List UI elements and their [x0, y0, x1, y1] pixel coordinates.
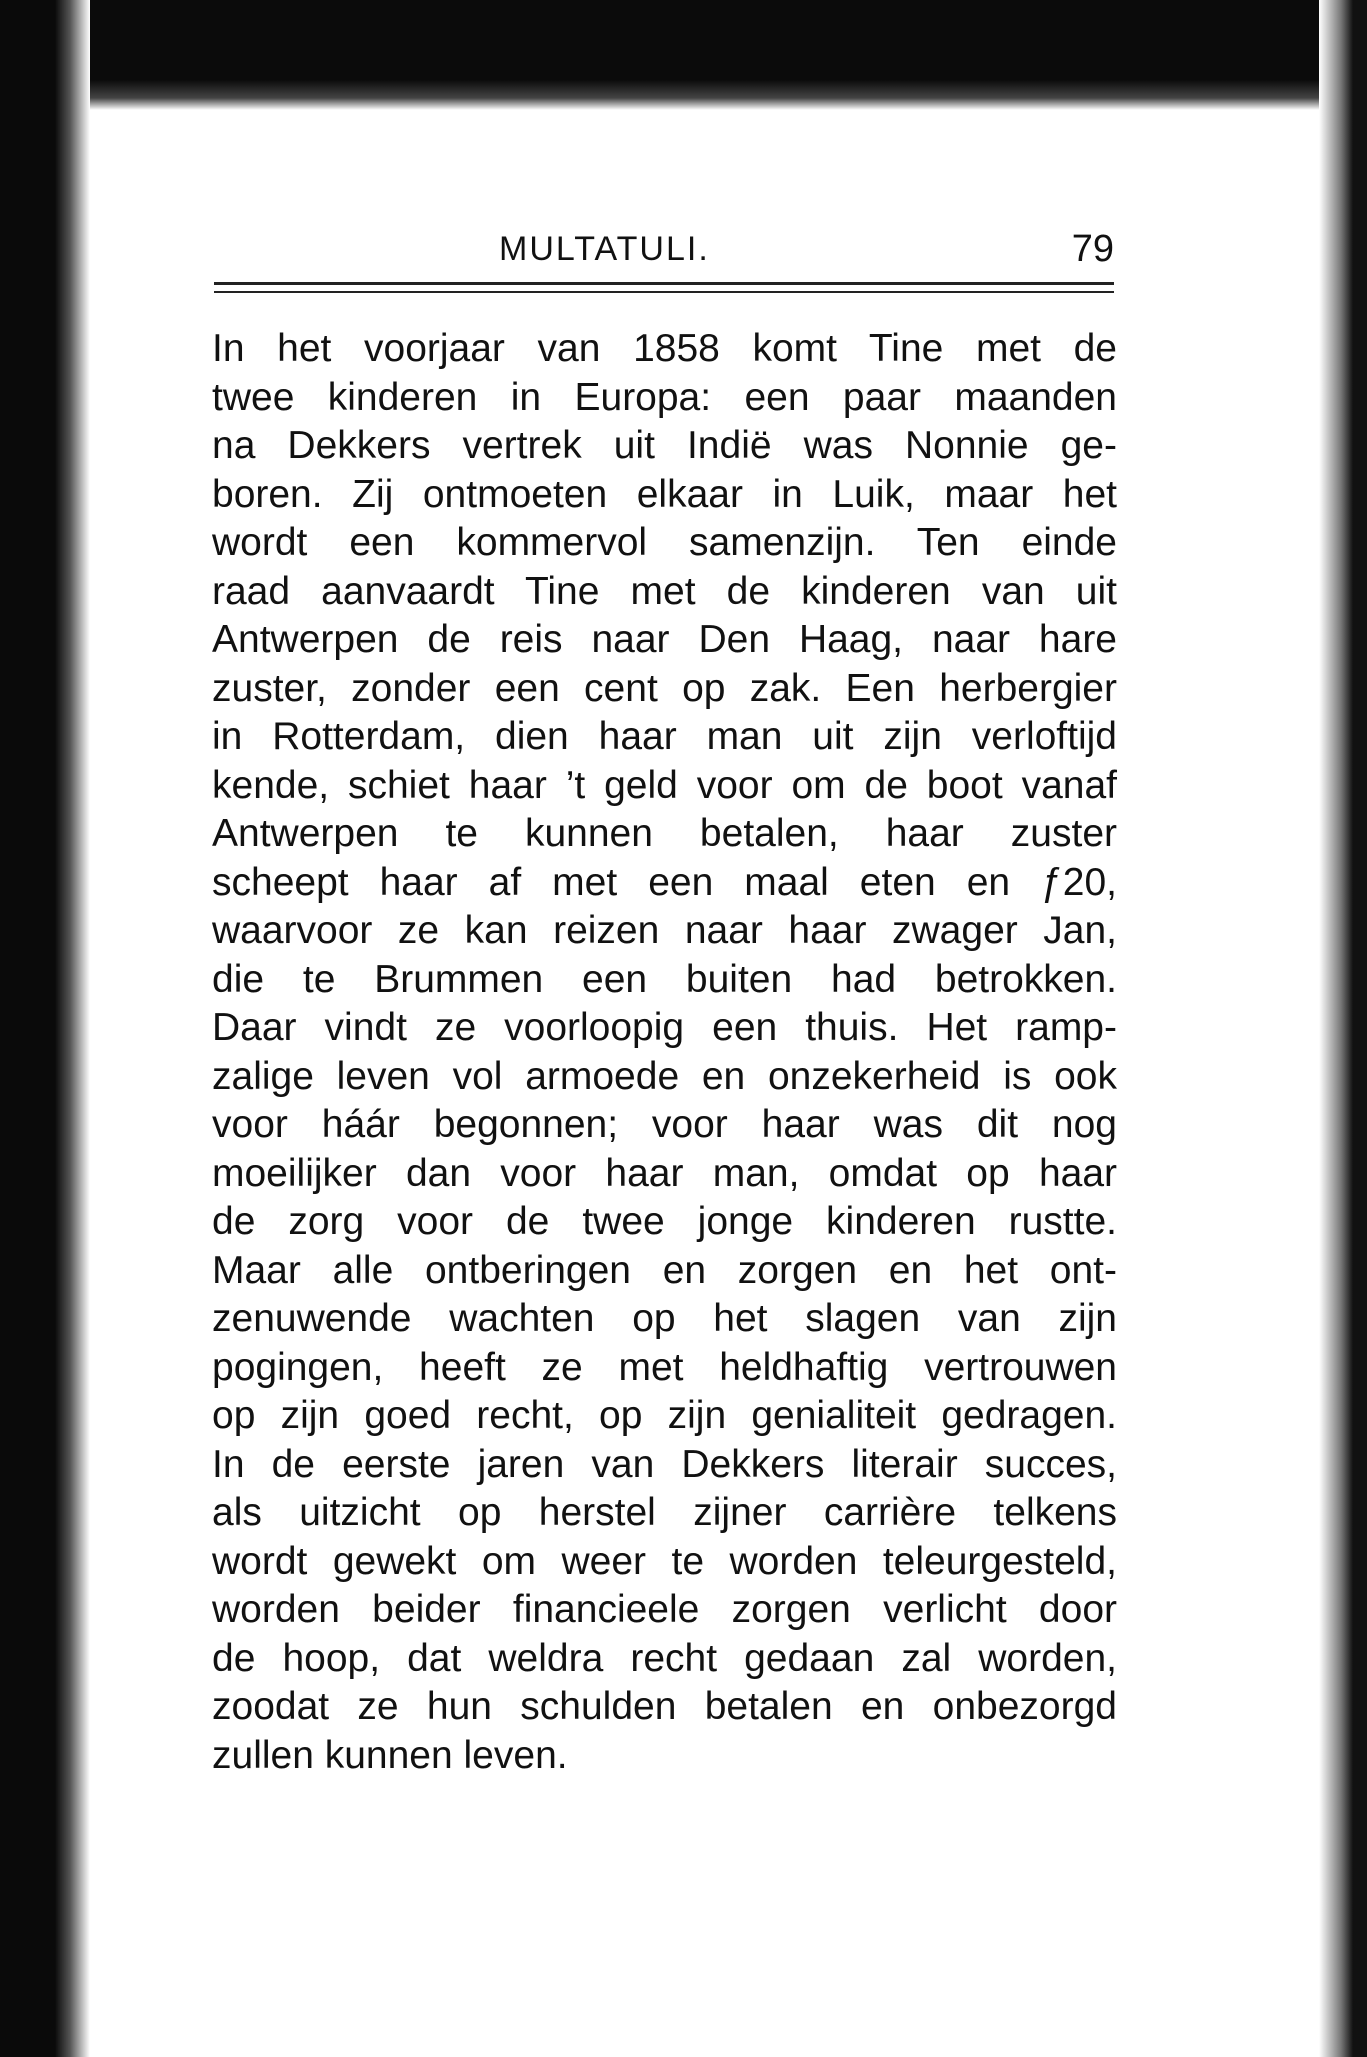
text-line: waarvoor ze kan reizen naar haar zwager Jan, [212, 909, 1117, 952]
page-header [214, 228, 1114, 278]
text-line: Maar alle ontberingen en zorgen en het ont- [212, 1248, 1117, 1292]
text-line: die te Brummen een buiten had betrokken. [212, 957, 1117, 1001]
text-line: In de eerste jaren van Dekkers literair succes, [212, 1442, 1117, 1486]
text-line: zoodat ze hun schulden betalen en onbezorgd [212, 1685, 1117, 1728]
body-paragraph [212, 325, 1117, 1780]
text-line: moeilijker dan voor haar man, omdat op haar [212, 1151, 1117, 1195]
scan-border-right [1319, 0, 1367, 2057]
text-line: boren. Zij ontmoeten elkaar in Luik, maar het [212, 472, 1117, 516]
text-line: Daar vindt ze voorloopig een thuis. Het ramp- [212, 1006, 1117, 1049]
text-line: de hoop, dat weldra recht gedaan zal worden, [212, 1636, 1117, 1680]
scan-border-top [0, 0, 1367, 110]
text-line: twee kinderen in Europa: een paar maanden [212, 375, 1117, 419]
text-line: zenuwende wachten op het slagen van zijn [212, 1297, 1117, 1340]
text-line: raad aanvaardt Tine met de kinderen van uit [212, 569, 1117, 613]
header-rule-lower [214, 291, 1114, 293]
header-rule-upper [214, 282, 1114, 285]
running-title: MULTATULI. [499, 230, 710, 268]
text-line-last: zullen kunnen leven. [212, 1733, 568, 1777]
text-line: na Dekkers vertrek uit Indië was Nonnie ge- [212, 424, 1117, 467]
text-line: Antwerpen de reis naar Den Haag, naar hare [212, 618, 1117, 661]
text-line: In het voorjaar van 1858 komt Tine met de [212, 327, 1117, 370]
text-line: scheept haar af met een maal eten en ƒ20, [212, 860, 1117, 904]
scan-border-left [0, 0, 90, 2057]
text-line: pogingen, heeft ze met heldhaftig vertrouwen [212, 1345, 1117, 1389]
text-line: voor háár begonnen; voor haar was dit nog [212, 1103, 1117, 1146]
text-line: in Rotterdam, dien haar man uit zijn verloftijd [212, 715, 1117, 758]
book-page [90, 110, 1319, 2057]
text-line: op zijn goed recht, op zijn genialiteit gedragen. [212, 1394, 1117, 1437]
text-line: de zorg voor de twee jonge kinderen rustte. [212, 1200, 1117, 1243]
text-line: als uitzicht op herstel zijner carrière telkens [212, 1491, 1117, 1534]
text-line: zalige leven vol armoede en onzekerheid is ook [212, 1054, 1117, 1098]
text-line: wordt gewekt om weer te worden teleurgesteld, [212, 1539, 1117, 1583]
text-line: worden beider financieele zorgen verlicht door [212, 1588, 1117, 1631]
text-line: Antwerpen te kunnen betalen, haar zuster [212, 812, 1117, 855]
text-line: kende, schiet haar ’t geld voor om de boot vanaf [212, 763, 1117, 807]
text-line: wordt een kommervol samenzijn. Ten einde [212, 521, 1117, 564]
text-line: zuster, zonder een cent op zak. Een herbergier [212, 666, 1117, 710]
page-number: 79 [1071, 228, 1114, 270]
